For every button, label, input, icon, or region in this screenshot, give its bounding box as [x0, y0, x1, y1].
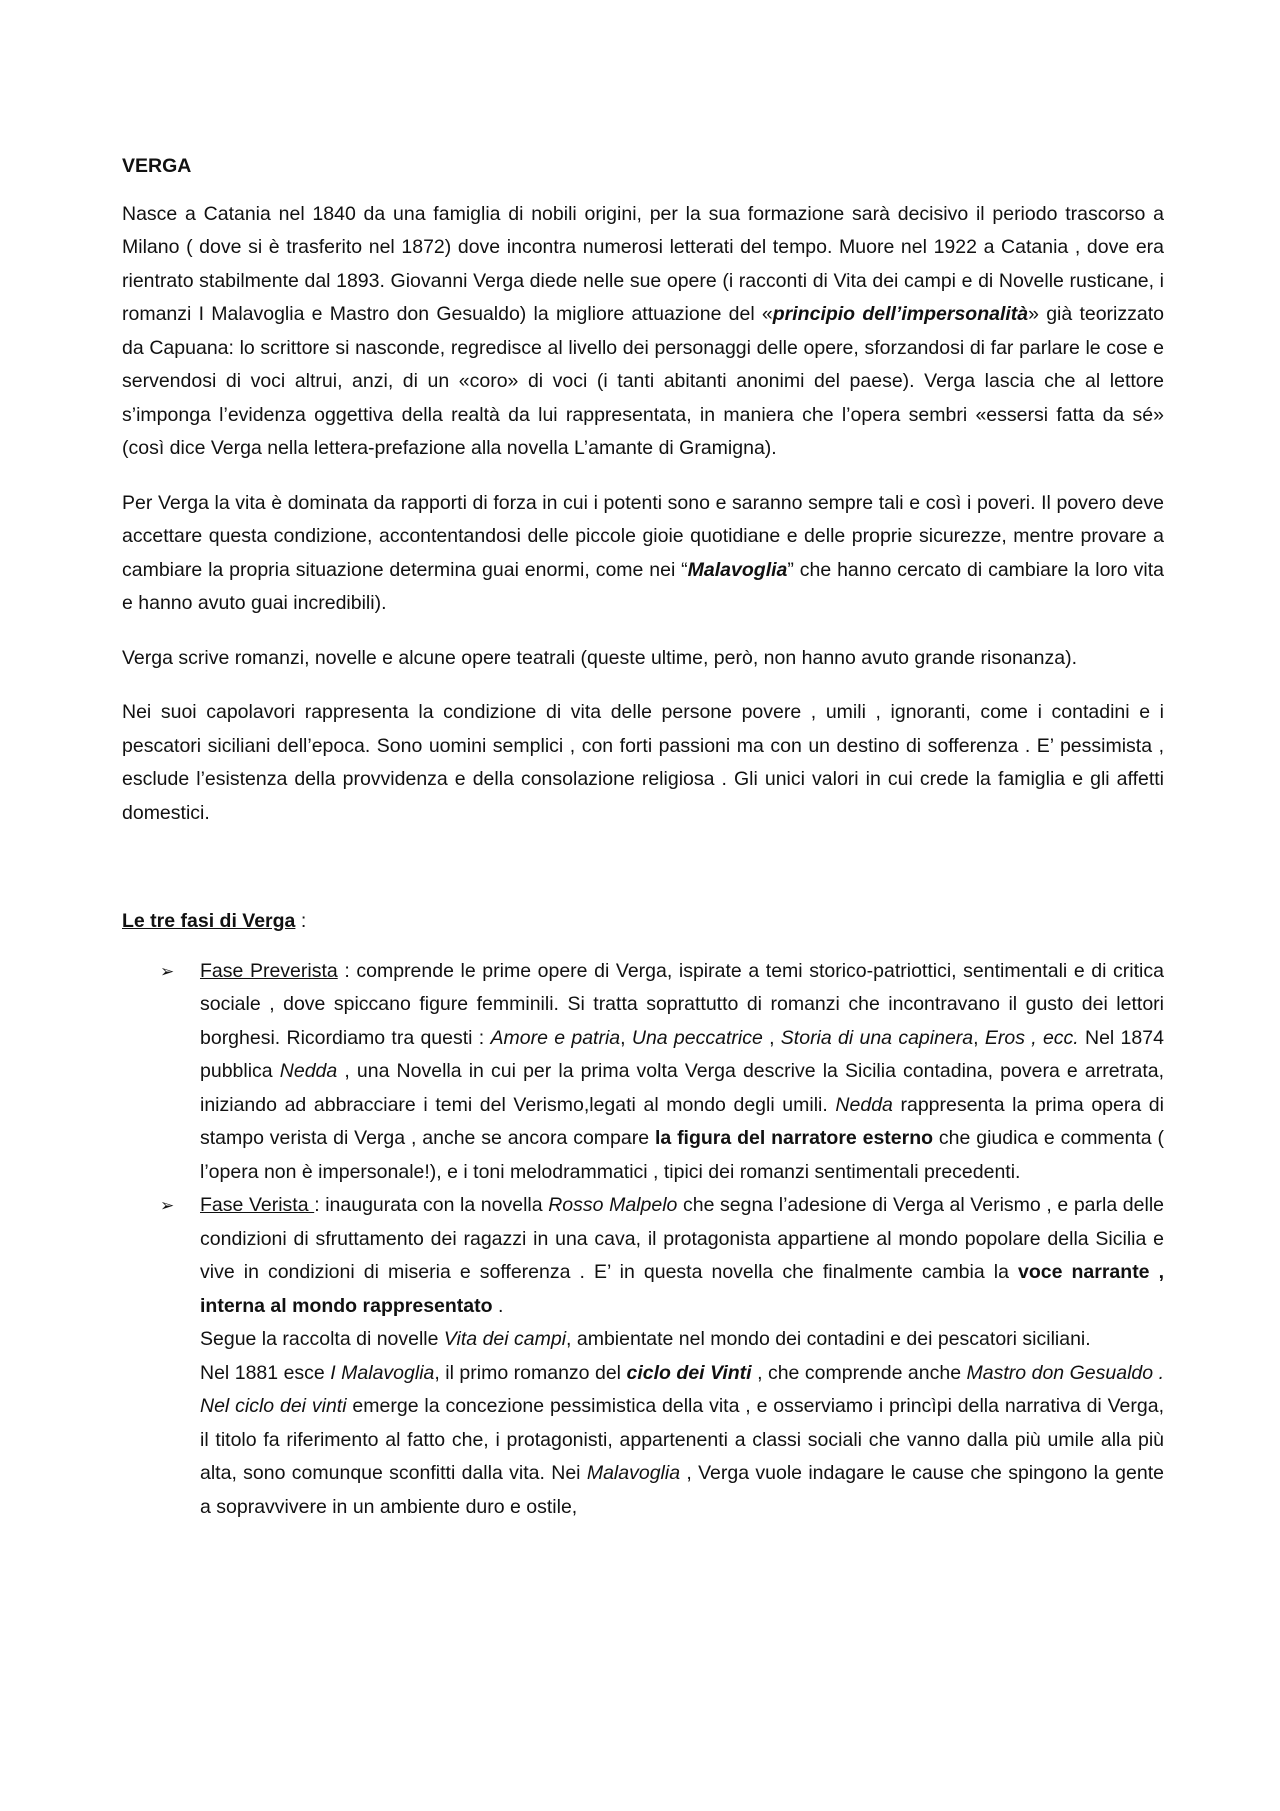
section-heading	[122, 905, 1164, 939]
text-run: ,	[973, 1026, 985, 1049]
text-run: Segue la raccolta di novelle	[200, 1328, 444, 1350]
text-run: , Verga vuole indagare le cause che spingono la gente a sopravvivere in un ambiente duro e ostile,	[200, 1462, 1164, 1518]
emphasis-impersonality: principio dell’impersonalità	[772, 303, 1029, 325]
arrowhead-bullet-icon: ➢	[160, 961, 175, 981]
text-run: : inaugurata con la novella	[314, 1194, 549, 1216]
title-malavoglia: Malavoglia	[586, 1462, 681, 1484]
emphasis-voce-narrante: voce narrante , interna al mondo rappresentato	[200, 1261, 1164, 1317]
text-run: Nel 1881 esce	[200, 1361, 331, 1384]
text-run: » già teorizzato da Capuana: lo scrittore si nasconde, regredisce al livello dei personaggi delle opere, sforzandosi di far parlare le cose e servendosi di voci altrui, anzi, di un «coro» di voci (i tanti abitanti anonimi del paese). Verga lascia che al lettore s’imponga l’evidenza oggettiva della realtà da lui rappresentata, in maniera che l’opera sembri «essersi fatta da sé» (così dice Verga nella lettera-prefazione alla novella L’amante di Gramigna).	[122, 303, 1164, 459]
title-amore-e-patria: Amore e patria	[490, 1026, 621, 1049]
text-run: ,	[762, 1026, 781, 1049]
text-run: che segna l’adesione di Verga al Verismo , e parla delle condizioni di sfruttamento dei ragazzi in una cava, il protagonista appartiene al mondo popolare della Sicilia e vive in condizioni di miseria e sofferenza . E’ in questa novella che finalmente cambia la	[200, 1194, 1164, 1283]
title-rosso-malpelo: Rosso Malpelo	[548, 1194, 678, 1216]
paragraph-biography	[122, 198, 1164, 466]
spacer	[122, 851, 1164, 905]
document-page	[122, 150, 1164, 1524]
list-item-verista	[122, 1189, 1164, 1524]
paragraph-vision	[122, 487, 1164, 621]
text-run: che giudica e commenta ( l’opera non è impersonale!), e i toni melodrammatici , tipici dei romanzi sentimentali precedenti.	[200, 1127, 1164, 1183]
emphasis-malavoglia: Malavoglia	[687, 558, 788, 581]
text-run: , che comprende anche	[751, 1361, 967, 1384]
paragraph-themes: Nei suoi capolavori rappresenta la condizione di vita delle persone povere , umili , ignoranti, come i contadini e i pescatori siciliani dell’epoca. Sono uomini semplici , con forti passioni ma con un destino di sofferenza . E’ pessimista , esclude l’esistenza della provvidenza e della consolazione religiosa . Gli unici valori in cui crede la famiglia e gli affetti domestici.	[122, 701, 1164, 824]
title-nedda: Nedda	[835, 1093, 893, 1116]
text-run: rappresenta la prima opera di stampo verista di Verga , anche se ancora compare	[200, 1093, 1164, 1149]
text-run: , ambientate nel mondo dei contadini e dei pescatori siciliani.	[566, 1328, 1091, 1350]
title-vita-dei-campi: Vita dei campi	[443, 1328, 567, 1350]
title-una-peccatrice: Una peccatrice	[631, 1026, 763, 1049]
text-run: Nasce a Catania nel 1840 da una famiglia di nobili origini, per la sua formazione sarà decisivo il periodo trascorso a Milano ( dove si è trasferito nel 1872) dove incontra numerosi letterati del tempo. Muore nel 1922 a Catania , dove era rientrato stabilmente dal 1893. Giovanni Verga diede nelle sue opere (i racconti di Vita dei campi e di Novelle rusticane, i romanzi I Malavoglia e Mastro don Gesualdo) la migliore attuazione del «	[122, 202, 1164, 325]
emphasis-narratore-esterno: la figura del narratore esterno	[654, 1127, 934, 1149]
section-heading-label: Le tre fasi di Verga	[122, 910, 296, 932]
title-storia-di-una-capinera: Storia di una capinera	[780, 1026, 974, 1049]
paragraph-works: Verga scrive romanzi, novelle e alcune opere teatrali (queste ultime, però, non hanno avuto grande risonanza).	[122, 646, 1077, 669]
phase-label-preverista: Fase Preverista	[200, 959, 338, 982]
text-run: Nel 1874 pubblica	[200, 1026, 1164, 1082]
text-run: , una Novella in cui per la prima volta Verga descrive la Sicilia contadina, povera e arretrata, iniziando ad abbracciare i temi del Verismo,legati al mondo degli umili.	[200, 1060, 1164, 1116]
title-eros: Eros , ecc.	[984, 1026, 1079, 1049]
title-nedda: Nedda	[279, 1060, 338, 1082]
text-run: ,	[620, 1026, 632, 1049]
section-heading-suffix: :	[295, 910, 307, 932]
phase-label-verista: Fase Verista	[200, 1194, 315, 1216]
text-run: Per Verga la vita è dominata da rapporti di forza in cui i potenti sono e saranno sempre tali e così i poveri. Il povero deve accettare questa condizione, accontentandosi delle piccole gioie quotidiane e delle proprie sicurezze, mentre provare a cambiare la propria situazione determina guai enormi, come nei “	[122, 491, 1164, 581]
emphasis-ciclo-dei-vinti: ciclo dei Vinti	[626, 1361, 752, 1384]
text-run: , il primo romanzo del	[434, 1361, 627, 1384]
arrowhead-bullet-icon: ➢	[160, 1196, 175, 1215]
text-run: : comprende le prime opere di Verga, ispirate a temi storico-patriottici, sentimentali e di critica sociale , dove spiccano figure femminili. Si tratta soprattutto di romanzi che incontravano il gusto dei lettori borghesi. Ricordiamo tra questi :	[200, 959, 1164, 1049]
document-title: VERGA	[122, 155, 192, 177]
list-item-preverista	[122, 955, 1164, 1190]
text-run: emerge la concezione pessimistica della vita , e osserviamo i princìpi della narrativa di Verga, il titolo fa riferimento al fatto che, i protagonisti, appartenenti a classi sociali che vanno dalla più umile alla più alta, sono comunque sconfitti dalla vita. Nei	[200, 1395, 1164, 1484]
text-run: ” che hanno cercato di cambiare la loro vita e hanno avuto guai incredibili).	[122, 558, 1164, 614]
title-mastro-don-gesualdo: Mastro don Gesualdo . Nel ciclo dei vinti	[200, 1361, 1164, 1417]
title-i-malavoglia: I Malavoglia	[330, 1361, 435, 1384]
text-run: .	[492, 1294, 504, 1317]
phases-list	[122, 955, 1164, 1525]
